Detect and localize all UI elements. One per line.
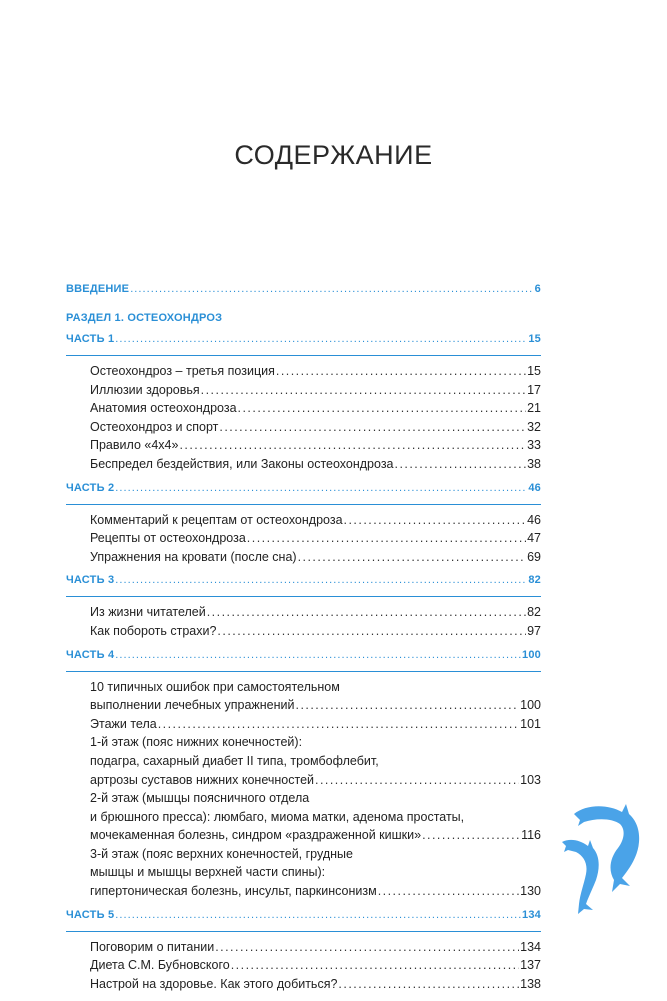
part-label: ЧАСТЬ 5 — [66, 908, 115, 921]
toc-part-row[interactable] — [66, 909, 541, 931]
part-page: 100 — [522, 648, 541, 661]
toc-entry[interactable] — [90, 455, 541, 474]
toc-entry-page: 15 — [527, 364, 541, 378]
dot-leader — [338, 975, 519, 994]
toc-entry-line: 10 типичных ошибок при самостоятельном — [90, 679, 340, 694]
toc-entry[interactable] — [90, 511, 541, 530]
toc-entry-title: Рецепты от остеохондроза — [90, 531, 246, 546]
dot-leader — [158, 715, 519, 734]
part-items — [66, 603, 541, 640]
dot-leader — [115, 909, 521, 921]
part-items — [66, 678, 541, 901]
toc-entry-page: 69 — [527, 549, 541, 564]
toc-entry-title: Комментарий к рецептам от остеохондроза — [90, 512, 343, 527]
dot-leader — [344, 511, 527, 530]
toc-entry[interactable] — [90, 418, 541, 437]
toc-entry-title: Анатомия остеохондроза — [90, 401, 237, 416]
part-page: 15 — [528, 333, 541, 345]
dot-leader — [247, 529, 526, 548]
toc-entry-page: 97 — [527, 623, 541, 638]
toc-entry-page: 82 — [527, 605, 541, 620]
toc-entry[interactable] — [90, 436, 541, 455]
toc-part-row[interactable] — [66, 574, 541, 596]
dot-leader — [298, 548, 527, 567]
toc-entry-title: мочекаменная болезнь, синдром «раздраженной кишки» — [90, 828, 422, 843]
toc-entry-title: артрозы суставов нижних конечностей — [90, 772, 315, 787]
toc-entry[interactable] — [90, 529, 541, 548]
dot-leader — [179, 436, 526, 455]
part-divider — [66, 596, 541, 597]
toc-part-row[interactable] — [66, 482, 541, 504]
section-heading: РАЗДЕЛ 1. ОСТЕОХОНДРОЗ — [66, 312, 223, 324]
toc-entry-page: 33 — [527, 438, 541, 453]
toc-entry-page: 130 — [520, 884, 541, 899]
toc-entry-line: 2-й этаж (мышцы поясничного отдела — [90, 791, 310, 806]
toc-entry[interactable] — [90, 956, 541, 975]
toc-entry[interactable] — [90, 715, 541, 734]
part-page: 46 — [528, 481, 541, 494]
part-page: 82 — [528, 574, 541, 587]
toc-entry-title: Из жизни читателей — [90, 605, 206, 620]
dot-leader — [378, 882, 519, 901]
toc-entry[interactable] — [90, 622, 541, 641]
part-items — [66, 938, 541, 994]
toc-entry-page: 134 — [520, 939, 541, 954]
toc-entry-line: и брюшного пресса): люмбаго, миома матки, аденома простаты, — [90, 809, 465, 824]
dot-leader — [315, 771, 519, 790]
dot-leader — [115, 574, 527, 586]
toc-entry-page: 38 — [527, 456, 541, 471]
toc-intro-row[interactable] — [66, 283, 541, 305]
toc-entry[interactable] — [90, 678, 541, 715]
toc-entry-line: 1-й этаж (пояс нижних конечностей): — [90, 735, 303, 750]
toc-entry-line: подагра, сахарный диабет II типа, тромбофлебит, — [90, 753, 379, 768]
dot-leader — [238, 399, 527, 418]
dot-leader — [296, 696, 520, 715]
toc-entry-title: Иллюзии здоровья — [90, 382, 200, 397]
table-of-contents — [66, 283, 541, 1001]
toc-entry[interactable] — [90, 362, 541, 381]
part-divider — [66, 671, 541, 672]
toc-entry[interactable] — [90, 789, 541, 845]
dot-leader — [215, 938, 519, 957]
dot-leader — [219, 418, 526, 437]
toc-entry-page: 100 — [520, 698, 541, 713]
toc-entry-title: выполнении лечебных упражнений — [90, 698, 295, 713]
dot-leader — [115, 649, 521, 661]
toc-entry-title: Остеохондроз и спорт — [90, 419, 219, 434]
toc-entry-page: 32 — [527, 419, 541, 434]
toc-part-row[interactable] — [66, 333, 541, 355]
part-divider — [66, 931, 541, 932]
toc-entry-page: 137 — [520, 958, 541, 973]
part-label: ЧАСТЬ 1 — [66, 333, 115, 345]
toc-entry-page: 21 — [527, 401, 541, 416]
toc-entry-line: мышцы и мышцы верхней части спины): — [90, 865, 326, 880]
toc-entry[interactable] — [90, 399, 541, 418]
dot-leader — [395, 455, 527, 474]
toc-entry-title: Остеохондроз – третья позиция — [90, 364, 275, 378]
part-divider — [66, 504, 541, 505]
toc-entry-title: Беспредел бездействия, или Законы остеохондроза — [90, 456, 394, 471]
toc-entry-title: Правило «4х4» — [90, 438, 179, 453]
dot-leader — [207, 603, 526, 622]
toc-entry[interactable] — [90, 548, 541, 567]
toc-entry-page: 46 — [527, 512, 541, 527]
toc-intro-page: 6 — [534, 283, 541, 295]
toc-part-row[interactable] — [66, 649, 541, 671]
dot-leader — [115, 482, 527, 494]
dolphins-icon — [560, 800, 645, 915]
toc-entry-title: Диета С.М. Бубновского — [90, 958, 230, 973]
dot-leader — [276, 362, 526, 381]
toc-entry[interactable] — [90, 603, 541, 622]
part-label: ЧАСТЬ 3 — [66, 574, 115, 587]
part-label: ЧАСТЬ 2 — [66, 481, 115, 494]
dot-leader — [201, 381, 526, 400]
toc-entry-page: 17 — [527, 382, 541, 397]
toc-entry[interactable] — [90, 845, 541, 901]
dot-leader — [422, 826, 520, 845]
toc-entry-title: Как побороть страхи? — [90, 623, 217, 638]
dot-leader — [115, 333, 527, 345]
part-label: ЧАСТЬ 4 — [66, 648, 115, 661]
toc-entry-line: 3-й этаж (пояс верхних конечностей, грудные — [90, 846, 353, 861]
page-title: СОДЕРЖАНИЕ — [234, 140, 433, 170]
toc-entry-title: Поговорим о питании — [90, 939, 215, 954]
part-divider — [66, 355, 541, 356]
toc-entry[interactable] — [90, 381, 541, 400]
dot-leader — [217, 622, 526, 641]
dot-leader — [130, 283, 533, 295]
toc-entry[interactable] — [90, 938, 541, 957]
toc-entry-page: 101 — [520, 716, 541, 731]
toc-entry-page: 116 — [521, 828, 541, 843]
part-items — [66, 511, 541, 567]
part-items — [66, 362, 541, 474]
toc-entry-title: Упражнения на кровати (после сна) — [90, 549, 297, 564]
part-page: 134 — [522, 908, 541, 921]
toc-entry[interactable] — [90, 975, 541, 994]
toc-entry-title: Настрой на здоровье. Как этого добиться? — [90, 976, 338, 991]
dot-leader — [231, 956, 519, 975]
toc-entry[interactable] — [90, 733, 541, 789]
toc-entry-page: 138 — [520, 976, 541, 991]
toc-entry-page: 103 — [520, 772, 541, 787]
toc-entry-title: Этажи тела — [90, 716, 157, 731]
toc-intro-label: ВВЕДЕНИЕ — [66, 283, 130, 295]
toc-entry-page: 47 — [527, 531, 541, 546]
toc-entry-title: гипертоническая болезнь, инсульт, паркинсонизм — [90, 884, 377, 899]
